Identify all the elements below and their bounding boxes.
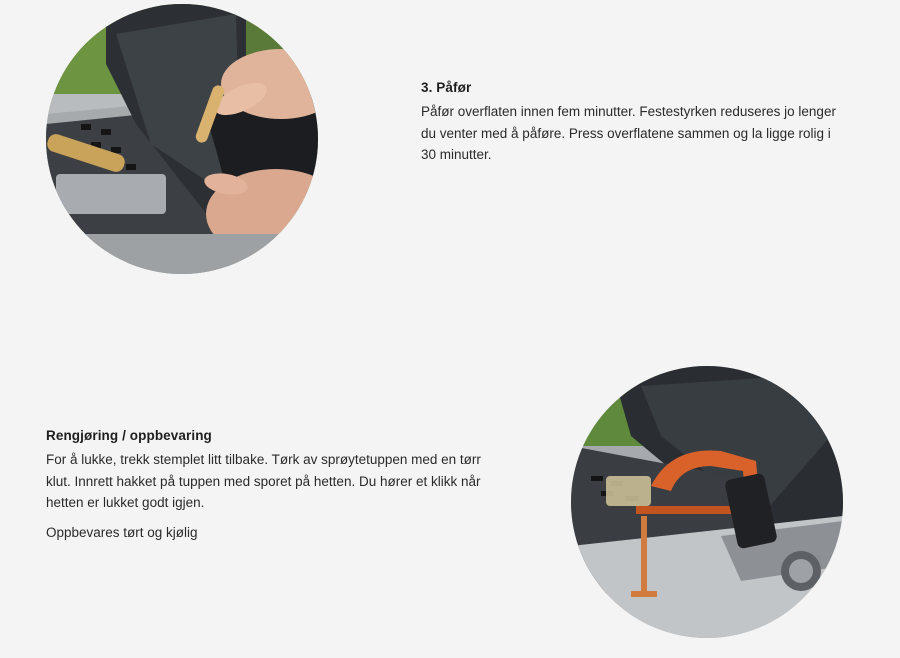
cleaning-body: For å lukke, trekk stemplet litt tilbake. Tørk av sprøytetuppen med en tørr klut. Innrett hakket på tuppen med sporet på hetten. Du hører et klikk når hetten er lukket godt igjen. bbox=[46, 452, 481, 510]
storage-note: Oppbevares tørt og kjølig bbox=[46, 524, 198, 540]
applying-glue-photo bbox=[46, 4, 318, 274]
cleaning-title: Rengjøring / oppbevaring bbox=[46, 428, 212, 443]
step3-body: Påfør overflaten innen fem minutter. Festestyrken reduseres jo lenger du venter med å påføre. Press overflatene sammen og la ligge rolig i 30 minutter. bbox=[421, 104, 836, 162]
clamp-grill-photo bbox=[571, 366, 843, 638]
step3-section bbox=[421, 80, 841, 166]
step3-title: 3. Påfør bbox=[421, 80, 472, 95]
cleaning-section bbox=[46, 428, 486, 543]
